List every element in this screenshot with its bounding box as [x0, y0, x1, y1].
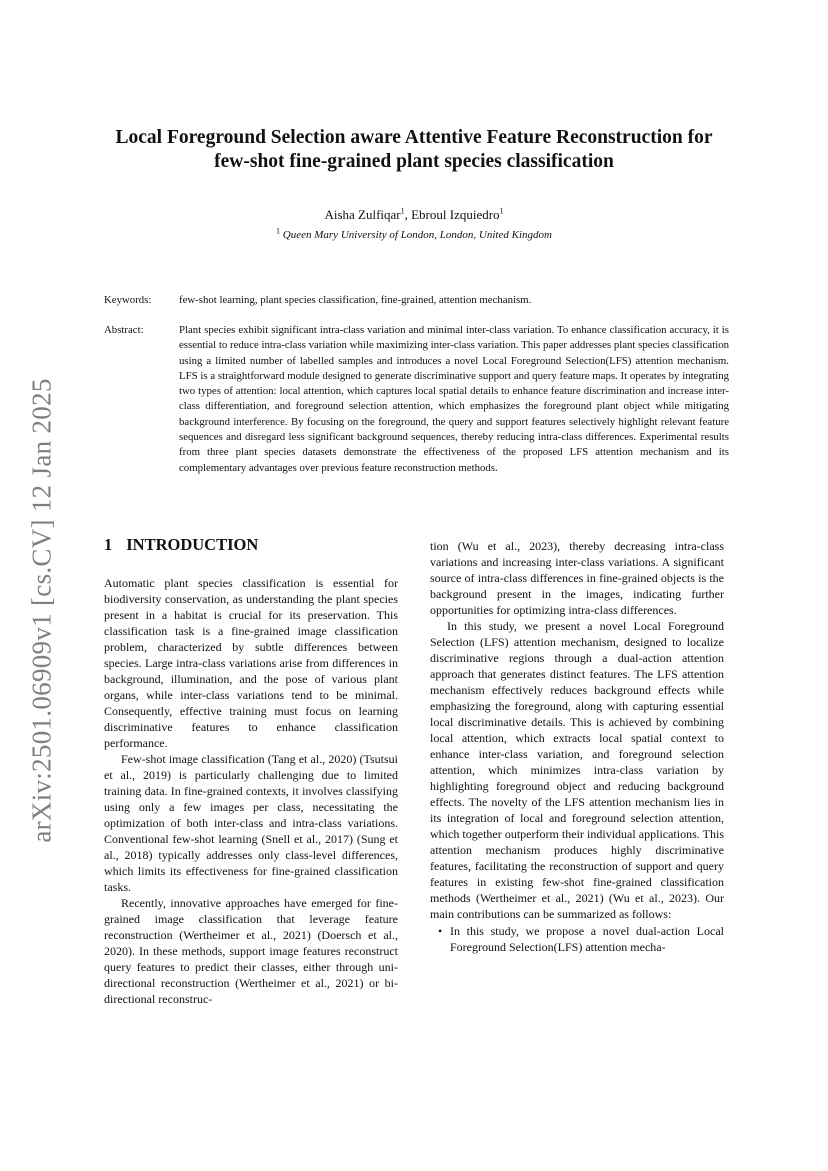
body-paragraph: Automatic plant species classification is essential for biodiversity conservation, as understanding the plant species present in a habitat is crucial for its preservation. This classification task is a fine-grained image classification problem, characterized by subtle differences between species. Large intra-class variations arise from differences in background, illumination, and the pose of various plant organs, while inter-class variations tend to be minimal. Consequently, effective training must focus on learning discriminative features to enhance classification performance. — [104, 576, 398, 750]
author-affiliation-mark: 1 — [499, 206, 504, 216]
section-title: INTRODUCTION — [126, 535, 259, 554]
abstract-block — [104, 323, 728, 493]
contribution-list-item — [430, 923, 724, 955]
body-paragraph: Few-shot image classification (Tang et al., 2020) (Tsutsui et al., 2019) is particularly challenging due to limited training data. In fine-grained contexts, it involves classifying using only a few images per class, necessitating the optimization of both inter-class and intra-class variations. Conventional few-shot learning (Snell et al., 2017) (Sung et al., 2018) typically addresses only class-level differences, which limits its effectiveness for fine-grained classification tasks. — [104, 752, 398, 894]
author-separator: , — [404, 207, 412, 222]
bullet-marker: • — [438, 924, 443, 938]
author-name: Ebroul Izquiedro — [411, 207, 500, 222]
arxiv-sidebar-stamp — [22, 370, 62, 850]
section-number: 1 — [104, 535, 113, 554]
title-line-2: few-shot fine-grained plant species classification — [214, 151, 614, 172]
contribution-text: In this study, we propose a novel dual-action Local Foreground Selection(LFS) attention mecha- — [450, 924, 724, 954]
affiliation-text: Queen Mary University of London, London, United Kingdom — [282, 229, 552, 241]
author-name: Aisha Zulfiqar — [324, 207, 401, 222]
keywords-text: few-shot learning, plant species classification, fine-grained, attention mechanism. — [179, 294, 532, 306]
body-paragraph: tion (Wu et al., 2023), thereby decreasing intra-class variations and increasing inter-class variations. A significant source of intra-class differences in fine-grained objects is the background present in the images, indicating further opportunities for optimizing intra-class differences. — [430, 539, 724, 617]
abstract-text: Plant species exhibit significant intra-class variation and minimal inter-class variation. To enhance classification accuracy, it is essential to reduce intra-class variation while maximizing inter-class variation. This paper addresses plant species classification using a limited number of labelled samples and introduces a novel Local Foreground Selection(LFS) attention mechanism. LFS is a straightforward module designed to generate discriminative support and query feature maps. It operates by integrating two types of attention: local attention, which captures local spatial details to enhance feature discrimination and increase inter-class differentiation, and foreground selection attention, which emphasizes the foreground plant object while mitigating background interference. By focusing on the foreground, the query and support features selectively highlight relevant feature sequences and disregard less significant background sequences, thereby reducing intra-class differences. Experimental results from three plant species datasets demonstrate the effectiveness of the proposed LFS attention mechanism and its complementary advantages over previous feature reconstruction methods. — [179, 324, 729, 474]
body-paragraph: In this study, we present a novel Local Foreground Selection (LFS) attention mechanism, designed to localize discriminative regions through a dual-action attention approach that generates distinct features. The LFS attention mechanism effectively reduces background effects while emphasizing the foreground, along with capturing essential local discriminative details. This is achieved by combining local attention, which extracts local spatial context to enhance inter-class variation, and foreground selection attention, which minimizes intra-class variation by highlighting foreground object and reducing background effects. The novelty of the LFS attention mechanism lies in its integration of local and foreground selection attention, which together outperform their individual applications. This attention mechanism produces highly discriminative features, facilitating the reconstruction of support and query features in existing few-shot fine-grained classification methods (Wertheimer et al., 2021) (Wu et al., 2023). Our main contributions can be summarized as follows: — [430, 619, 724, 921]
left-column — [104, 535, 398, 1007]
affiliation-mark: 1 — [276, 226, 281, 236]
author-affiliation-mark: 1 — [400, 206, 405, 216]
keywords-block — [104, 293, 728, 309]
body-paragraph: Recently, innovative approaches have emerged for fine-grained image classification that leverage feature reconstruction (Wertheimer et al., 2021) (Doersch et al., 2020). In these methods, support image features reconstruct query features to predict their classes, either through uni-directional reconstruction (Wertheimer et al., 2021) or bi-directional reconstruc- — [104, 896, 398, 1006]
arxiv-identifier: arXiv:2501.06909v1 [cs.CV] 12 Jan 2025 — [26, 377, 57, 843]
abstract-label: Abstract: — [104, 324, 144, 336]
author-list — [100, 206, 728, 223]
paper-title — [100, 126, 728, 174]
right-column — [430, 538, 724, 955]
title-line-1: Local Foreground Selection aware Attentive Feature Reconstruction for — [115, 127, 713, 148]
keywords-label: Keywords: — [104, 294, 152, 306]
section-heading — [104, 535, 398, 555]
affiliation — [100, 228, 728, 243]
